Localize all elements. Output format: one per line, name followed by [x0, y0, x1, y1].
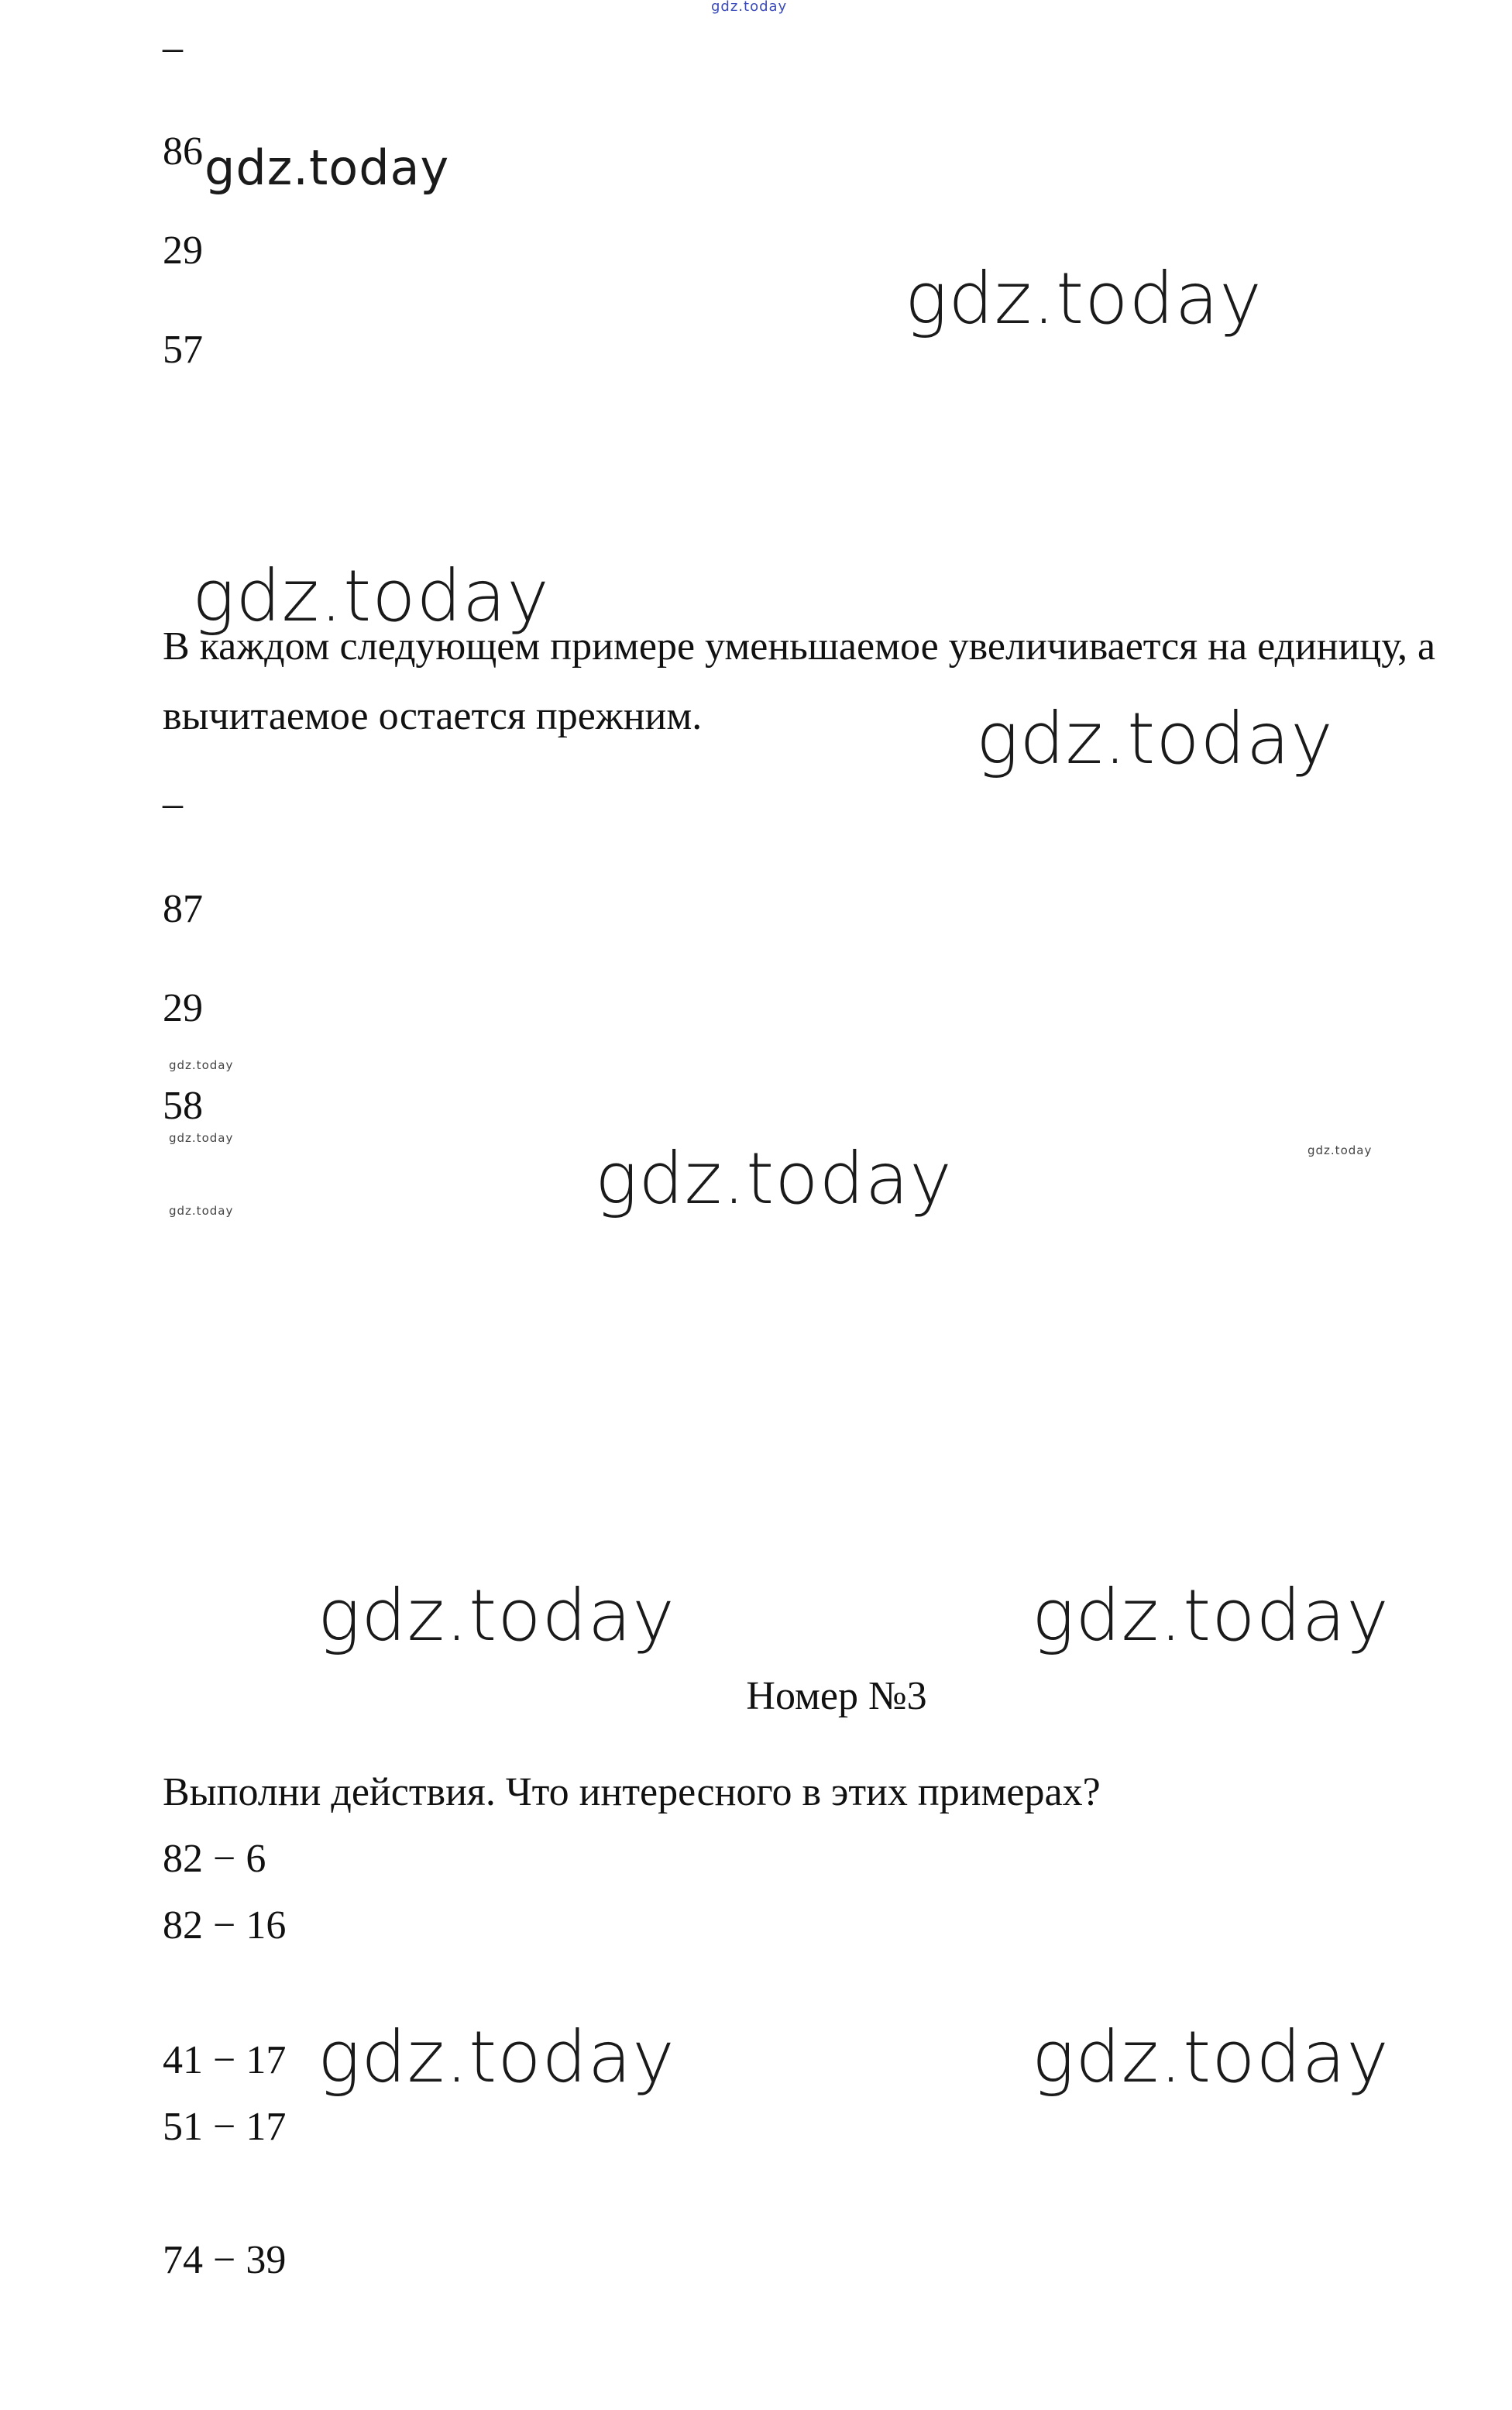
- example-item: 41 − 17: [163, 2038, 287, 2082]
- watermark: gdz.today: [318, 1574, 675, 1657]
- watermark: gdz.today: [905, 257, 1263, 340]
- watermark-top: gdz.today: [711, 0, 788, 15]
- watermark: gdz.today: [318, 2016, 675, 2099]
- example-item: 82 − 6: [163, 1837, 266, 1881]
- example-item: 51 − 17: [163, 2105, 287, 2149]
- subtrahend-29: 29: [163, 229, 203, 273]
- watermark-small: gdz.today: [169, 1131, 234, 1145]
- watermark: gdz.today: [204, 139, 450, 196]
- task-title: Номер №3: [746, 1674, 927, 1718]
- watermark-small: gdz.today: [169, 1058, 234, 1072]
- minus-sign: –: [163, 782, 183, 826]
- example-item: 74 − 39: [163, 2238, 287, 2282]
- watermark: gdz.today: [192, 555, 550, 638]
- watermark: gdz.today: [595, 1137, 953, 1220]
- watermark: gdz.today: [1032, 2016, 1390, 2099]
- watermark-small: gdz.today: [1308, 1143, 1373, 1157]
- watermark: gdz.today: [1032, 1574, 1390, 1657]
- watermark-small: gdz.today: [169, 1204, 234, 1218]
- minuend-86: 86: [163, 129, 203, 174]
- minuend-87: 87: [163, 887, 203, 931]
- subtrahend-29: 29: [163, 986, 203, 1030]
- explanation-text: В каждом следующем примере уменьшаемое увеличивается на единицу, а вычитаемое остается прежним.: [163, 624, 1436, 738]
- watermark: gdz.today: [976, 697, 1334, 780]
- difference-57: 57: [163, 328, 203, 372]
- difference-58: 58: [163, 1084, 203, 1128]
- minus-sign: –: [163, 26, 183, 70]
- task-question: Выполни действия. Что интересного в этих примерах?: [163, 1770, 1101, 1814]
- example-item: 82 − 16: [163, 1903, 287, 1948]
